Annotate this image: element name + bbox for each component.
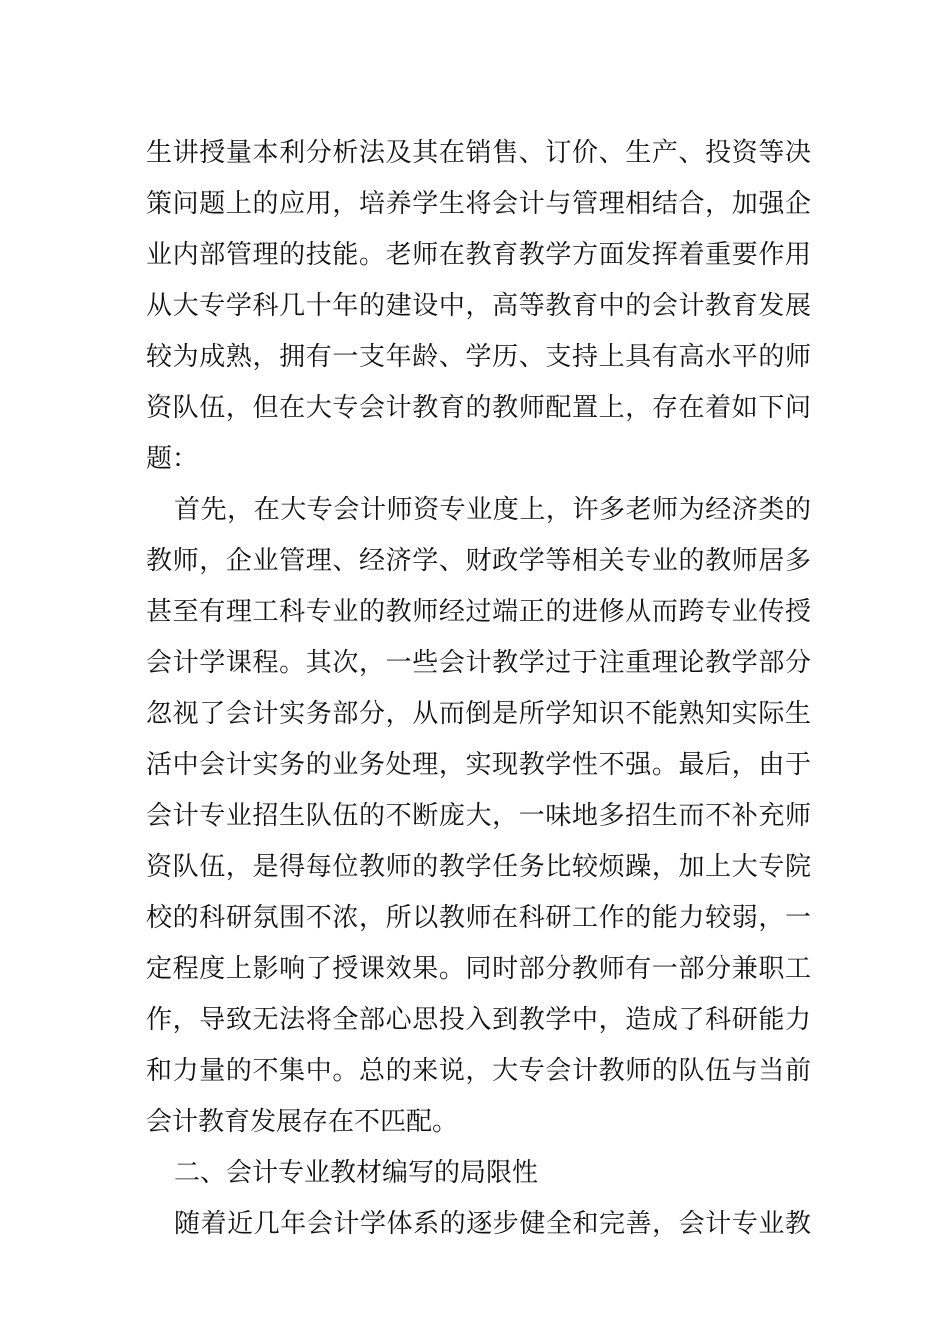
text-line: 教师，企业管理、经济学、财政学等相关专业的教师居多 [146, 546, 811, 576]
text-line: 资队伍，但在大专会计教育的教师配置上，存在着如下问 [146, 393, 811, 423]
text-line: 忽视了会计实务部分，从而倒是所学知识不能熟知实际生 [146, 699, 811, 729]
text-line: 会计专业招生队伍的不断庞大，一味地多招生而不补充师 [146, 801, 811, 831]
text-line: 策问题上的应用，培养学生将会计与管理相结合，加强企 [146, 189, 811, 219]
text-line: 从大专学科几十年的建设中，高等教育中的会计教育发展 [146, 291, 811, 321]
text-line: 和力量的不集中。总的来说，大专会计教师的队伍与当前 [146, 1056, 811, 1086]
text-line: 较为成熟，拥有一支年龄、学历、支持上具有高水平的师 [146, 342, 811, 372]
text-line: 随着近几年会计学体系的逐步健全和完善，会计专业教 [174, 1209, 811, 1239]
text-line: 会计学课程。其次，一些会计教学过于注重理论教学部分 [146, 648, 811, 678]
text-line: 题： [146, 444, 199, 474]
text-line: 业内部管理的技能。老师在教育教学方面发挥着重要作用 [146, 240, 811, 270]
text-line: 校的科研氛围不浓，所以教师在科研工作的能力较弱，一 [146, 903, 811, 933]
text-line: 定程度上影响了授课效果。同时部分教师有一部分兼职工 [146, 954, 811, 984]
text-line: 甚至有理工科专业的教师经过端正的进修从而跨专业传授 [146, 597, 811, 627]
text-line: 资队伍，是得每位教师的教学任务比较烦躁，加上大专院 [146, 852, 811, 882]
text-line: 首先，在大专会计师资专业度上，许多老师为经济类的 [174, 495, 811, 525]
document-body [146, 128, 811, 1250]
text-line: 会计教育发展存在不匹配。 [146, 1107, 459, 1137]
text-line: 生讲授量本利分析法及其在销售、订价、生产、投资等决 [146, 138, 811, 168]
text-line: 活中会计实务的业务处理，实现教学性不强。最后，由于 [146, 750, 811, 780]
text-line: 作，导致无法将全部心思投入到教学中，造成了科研能力 [146, 1005, 811, 1035]
section-heading: 二、会计专业教材编写的局限性 [174, 1158, 539, 1188]
